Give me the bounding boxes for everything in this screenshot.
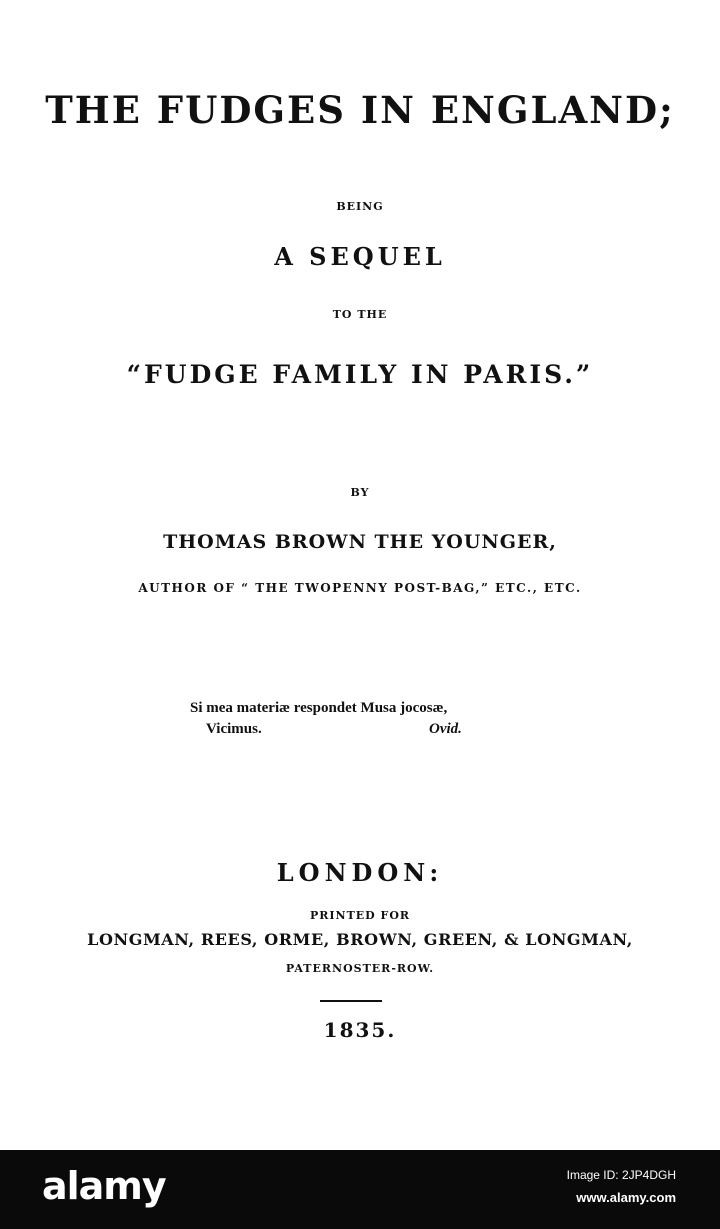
- author-name: THOMAS BROWN THE YOUNGER,: [163, 531, 557, 553]
- family-title: “FUDGE FAMILY IN PARIS.”: [126, 360, 594, 389]
- epigraph-second-line: [190, 719, 550, 740]
- publisher-address: PATERNOSTER-ROW.: [285, 962, 435, 975]
- to-the-label: TO THE: [332, 308, 388, 321]
- divider-rule: [320, 1000, 382, 1002]
- alamy-logo: alamy: [42, 1164, 166, 1208]
- being-label: BEING: [336, 200, 384, 213]
- site-url: www.alamy.com: [576, 1190, 676, 1205]
- publisher-names: LONGMAN, REES, ORME, BROWN, GREEN, & LONGMAN,: [87, 930, 633, 949]
- author-credits: AUTHOR OF “ THE TWOPENNY POST-BAG,” ETC., ETC.: [138, 581, 582, 595]
- epigraph-line: Vicimus.: [206, 721, 262, 737]
- by-label: BY: [350, 486, 370, 499]
- sequel-heading: A SEQUEL: [274, 242, 446, 271]
- epigraph-line: Si mea materiæ respondet Musa jocosæ,: [190, 700, 448, 716]
- epigraph-attribution: Ovid.: [429, 721, 462, 737]
- publication-year: 1835.: [323, 1018, 397, 1042]
- printed-for-label: PRINTED FOR: [309, 909, 411, 922]
- book-title: THE FUDGES IN ENGLAND;: [45, 88, 675, 132]
- imprint-city: LONDON:: [276, 858, 444, 887]
- image-id-label: Image ID: 2JP4DGH: [566, 1168, 676, 1182]
- epigraph: [190, 698, 550, 740]
- watermark-bar: [0, 1150, 720, 1229]
